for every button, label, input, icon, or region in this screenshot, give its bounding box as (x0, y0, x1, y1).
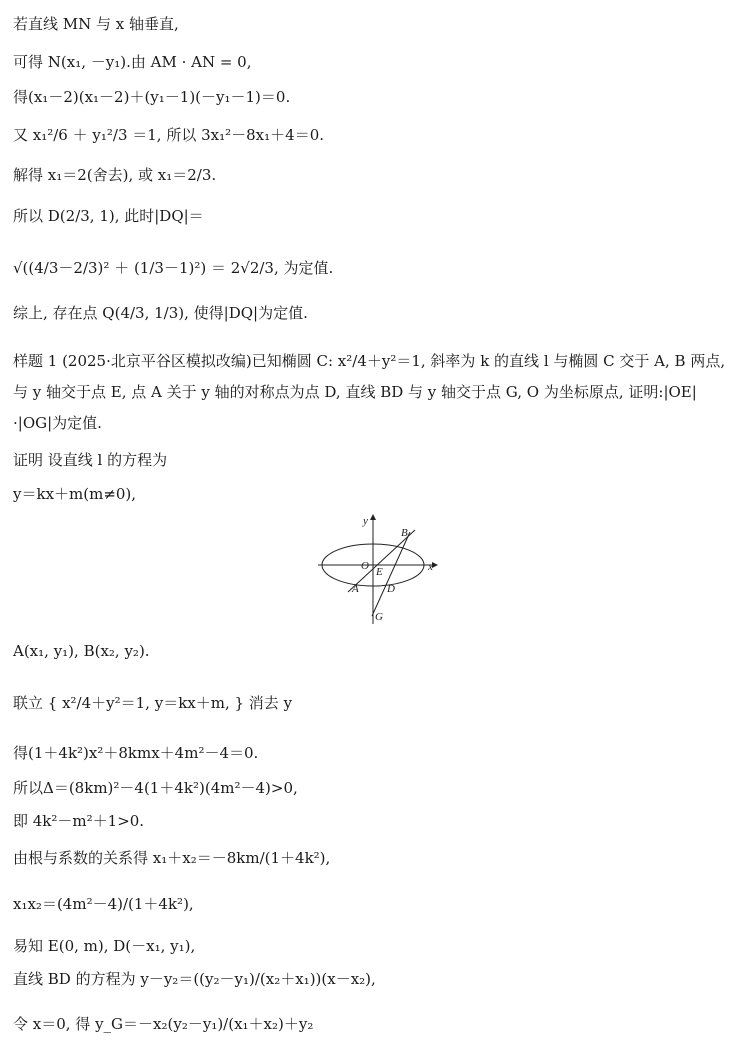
ellipse-diagram (318, 512, 442, 626)
y-axis-arrow (370, 514, 376, 520)
text-line-21: 令 x＝0, 得 y_G＝－x₂(y₂－y₁)/(x₁＋x₂)＋y₂ (13, 1015, 314, 1033)
text-line-5: 解得 x₁＝2(舍去), 或 x₁＝2/3. (13, 166, 217, 184)
text-line-4: 又 x₁²/6 ＋ y₁²/3 ＝1, 所以 3x₁²－8x₁＋4＝0. (13, 126, 325, 144)
text-line-7: √((4/3－2/3)² ＋ (1/3－1)²) ＝ 2√2/3, 为定值. (13, 259, 334, 277)
label-a: A (352, 583, 359, 595)
text-line-17: 由根与系数的关系得 x₁＋x₂＝－8km/(1＋4k²), (13, 849, 331, 867)
label-d: D (387, 583, 395, 595)
proof-heading-line: 证明 设直线 l 的方程为 (13, 451, 168, 469)
label-g: G (375, 611, 383, 623)
text-line-19: 易知 E(0, m), D(－x₁, y₁), (13, 937, 196, 955)
text-line-1: 若直线 MN 与 x 轴垂直, (13, 15, 179, 33)
label-o: O (361, 560, 369, 572)
label-y: y (363, 515, 368, 527)
text-line-2: 可得 N(x₁, －y₁).由 AM · AN = 0, (13, 53, 252, 71)
example-problem: 样题 1 (2025·北京平谷区模拟改编)已知椭圆 C: x²/4＋y²＝1, 斜率为 k 的直线 l 与椭圆 C 交于 A, B 两点, 与 y 轴交于点 E, 点 A 关于 y 轴的对称点为点 D, 直线 BD 与 y 轴交于点 G, O 为坐标原点, 证明:|OE|·|OG|为定值. (13, 352, 726, 432)
text-line-14: 得(1＋4k²)x²＋8kmx＋4m²－4＝0. (13, 744, 259, 762)
label-b: B (401, 527, 408, 539)
text-line-12: A(x₁, y₁), B(x₂, y₂). (13, 642, 150, 660)
x-axis-arrow (432, 562, 438, 568)
text-line-16: 即 4k²－m²＋1>0. (13, 812, 145, 830)
label-x: x (428, 561, 433, 573)
text-line-3: 得(x₁－2)(x₁－2)＋(y₁－1)(－y₁－1)＝0. (13, 88, 291, 106)
text-line-15: 所以Δ＝(8km)²－4(1＋4k²)(4m²－4)>0, (13, 779, 298, 797)
ellipse-figure (318, 512, 442, 626)
text-line-6: 所以 D(2/3, 1), 此时|DQ|＝ (13, 207, 204, 225)
system-of-equations: 联立 { x²/4＋y²＝1, y＝kx＋m, } 消去 y (13, 694, 293, 712)
text-line-8: 综上, 存在点 Q(4/3, 1/3), 使得|DQ|为定值. (13, 304, 308, 322)
text-line-11: y＝kx＋m(m≠0), (13, 485, 137, 503)
text-line-18: x₁x₂＝(4m²－4)/(1＋4k²), (13, 895, 194, 913)
text-line-20: 直线 BD 的方程为 y－y₂＝((y₂－y₁)/(x₂＋x₁))(x－x₂), (13, 970, 376, 988)
label-e: E (376, 566, 383, 578)
